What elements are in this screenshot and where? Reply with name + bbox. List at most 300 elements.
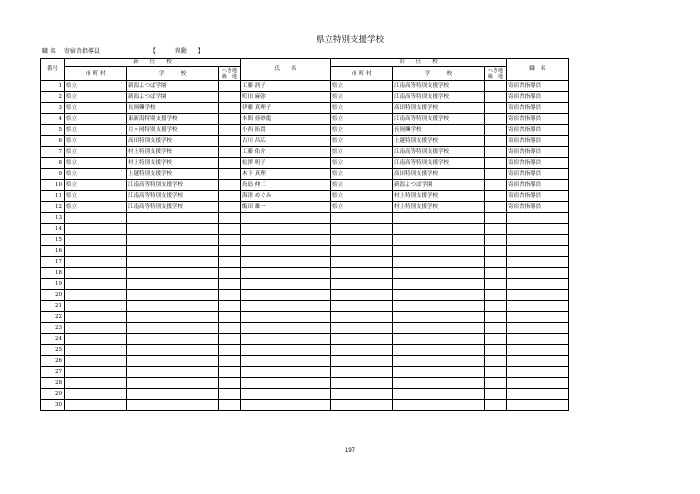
old-school-cell: 上越特別支援学校 xyxy=(393,136,485,147)
old-school-cell: 村上特別支援学校 xyxy=(393,191,485,202)
header-new-remote: へき地 級 地 xyxy=(219,67,241,81)
new-city-cell xyxy=(65,301,127,312)
new-city-cell xyxy=(65,367,127,378)
row-number: 18 xyxy=(41,268,65,279)
old-city-cell xyxy=(331,224,393,235)
new-school-cell: 上越特別支援学校 xyxy=(127,169,219,180)
old-city-cell xyxy=(331,334,393,345)
old-city-cell xyxy=(331,279,393,290)
new-school-cell: 新潟よつば学園 xyxy=(127,81,219,92)
old-city-cell xyxy=(331,235,393,246)
old-school-cell xyxy=(393,235,485,246)
row-number: 15 xyxy=(41,235,65,246)
position-cell xyxy=(507,312,569,323)
new-city-cell xyxy=(65,400,127,411)
position-cell: 寄宿舎指導員 xyxy=(507,92,569,103)
new-school-cell xyxy=(127,301,219,312)
new-remote-cell xyxy=(219,125,241,136)
table-row xyxy=(41,345,569,356)
page-number: 197 xyxy=(344,448,355,454)
new-remote-cell xyxy=(219,224,241,235)
row-number: 19 xyxy=(41,279,65,290)
new-remote-cell xyxy=(219,334,241,345)
job-value: 寄宿舎指導員 xyxy=(63,48,100,55)
old-city-cell xyxy=(331,378,393,389)
old-remote-cell xyxy=(485,312,507,323)
table-row xyxy=(41,290,569,301)
new-school-cell xyxy=(127,290,219,301)
new-school-cell: 新潟よつば学園 xyxy=(127,92,219,103)
row-number: 16 xyxy=(41,246,65,257)
new-remote-cell xyxy=(219,191,241,202)
name-cell xyxy=(241,378,331,389)
new-school-cell: 村上特別支援学校 xyxy=(127,147,219,158)
position-cell: 寄宿舎指導員 xyxy=(507,114,569,125)
table-row xyxy=(41,158,569,169)
new-city-cell xyxy=(65,334,127,345)
old-city-cell xyxy=(331,257,393,268)
table-row xyxy=(41,389,569,400)
name-cell xyxy=(241,279,331,290)
old-school-cell xyxy=(393,400,485,411)
old-city-cell: 県立 xyxy=(331,81,393,92)
table-row xyxy=(41,356,569,367)
old-school-cell: 新潟よつば学園 xyxy=(393,180,485,191)
new-school-cell xyxy=(127,235,219,246)
new-school-cell xyxy=(127,356,219,367)
new-school-cell: 長岡聾学校 xyxy=(127,103,219,114)
job-status: 異動 xyxy=(174,48,187,55)
new-school-cell xyxy=(127,312,219,323)
table-row xyxy=(41,202,569,213)
old-school-cell xyxy=(393,323,485,334)
new-remote-cell xyxy=(219,378,241,389)
old-remote-cell xyxy=(485,367,507,378)
old-remote-cell xyxy=(485,301,507,312)
name-cell: 鳥島 伸二 xyxy=(241,180,331,191)
new-remote-cell xyxy=(219,345,241,356)
table-row xyxy=(41,312,569,323)
new-city-cell: 県立 xyxy=(65,81,127,92)
position-cell: 寄宿舎指導員 xyxy=(507,169,569,180)
new-city-cell xyxy=(65,378,127,389)
header-old-school: 旧 任 校 xyxy=(331,59,507,67)
new-school-cell xyxy=(127,345,219,356)
old-school-cell: 高田特別支援学校 xyxy=(393,103,485,114)
row-number: 25 xyxy=(41,345,65,356)
new-school-cell xyxy=(127,224,219,235)
new-remote-cell xyxy=(219,246,241,257)
new-remote-cell xyxy=(219,81,241,92)
new-school-cell: 江南高等特別支援学校 xyxy=(127,180,219,191)
position-cell xyxy=(507,378,569,389)
position-cell xyxy=(507,345,569,356)
new-remote-cell xyxy=(219,323,241,334)
old-school-cell xyxy=(393,356,485,367)
position-cell xyxy=(507,213,569,224)
position-cell xyxy=(507,334,569,345)
name-cell xyxy=(241,389,331,400)
new-remote-cell xyxy=(219,158,241,169)
position-cell: 寄宿舎指導員 xyxy=(507,202,569,213)
old-remote-cell xyxy=(485,334,507,345)
table-row xyxy=(41,180,569,191)
old-remote-cell xyxy=(485,400,507,411)
row-number: 11 xyxy=(41,191,65,202)
name-cell: 小西 拓貴 xyxy=(241,125,331,136)
old-remote-cell xyxy=(485,81,507,92)
table-row xyxy=(41,125,569,136)
name-cell: 古川 昌広 xyxy=(241,136,331,147)
new-city-cell: 県立 xyxy=(65,158,127,169)
table-row xyxy=(41,246,569,257)
old-school-cell xyxy=(393,257,485,268)
new-school-cell xyxy=(127,334,219,345)
new-school-cell xyxy=(127,367,219,378)
name-cell xyxy=(241,367,331,378)
name-cell xyxy=(241,312,331,323)
old-city-cell: 県立 xyxy=(331,92,393,103)
position-cell: 寄宿舎指導員 xyxy=(507,180,569,191)
new-city-cell: 県立 xyxy=(65,125,127,136)
position-cell xyxy=(507,301,569,312)
table-row xyxy=(41,301,569,312)
row-number: 9 xyxy=(41,169,65,180)
new-city-cell xyxy=(65,290,127,301)
old-school-cell: 村上特別支援学校 xyxy=(393,202,485,213)
new-city-cell xyxy=(65,235,127,246)
old-city-cell xyxy=(331,268,393,279)
row-number: 26 xyxy=(41,356,65,367)
old-school-cell xyxy=(393,389,485,400)
new-school-cell xyxy=(127,323,219,334)
name-cell: 海津 めぐみ xyxy=(241,191,331,202)
old-school-cell: 江南高等特別支援学校 xyxy=(393,81,485,92)
new-remote-cell xyxy=(219,367,241,378)
position-cell: 寄宿舎指導員 xyxy=(507,158,569,169)
name-cell xyxy=(241,356,331,367)
table-row xyxy=(41,400,569,411)
old-remote-cell xyxy=(485,345,507,356)
old-city-cell: 県立 xyxy=(331,169,393,180)
new-remote-cell xyxy=(219,279,241,290)
row-number: 14 xyxy=(41,224,65,235)
old-city-cell xyxy=(331,213,393,224)
header-position: 職 名 xyxy=(507,59,569,81)
header-old-remote: へき地 級 地 xyxy=(485,67,507,81)
table-row xyxy=(41,367,569,378)
new-school-cell xyxy=(127,257,219,268)
name-cell: 工藤 佑介 xyxy=(241,147,331,158)
new-remote-cell xyxy=(219,312,241,323)
old-city-cell xyxy=(331,367,393,378)
table-row xyxy=(41,136,569,147)
old-city-cell: 県立 xyxy=(331,191,393,202)
table-row xyxy=(41,378,569,389)
old-remote-cell xyxy=(485,356,507,367)
position-cell xyxy=(507,279,569,290)
old-city-cell: 県立 xyxy=(331,158,393,169)
new-city-cell xyxy=(65,279,127,290)
position-cell xyxy=(507,235,569,246)
old-remote-cell xyxy=(485,224,507,235)
old-school-cell xyxy=(393,279,485,290)
old-remote-cell xyxy=(485,136,507,147)
old-remote-cell xyxy=(485,279,507,290)
row-number: 30 xyxy=(41,400,65,411)
new-city-cell xyxy=(65,323,127,334)
table-row xyxy=(41,147,569,158)
new-city-cell xyxy=(65,312,127,323)
new-city-cell xyxy=(65,224,127,235)
table-row xyxy=(41,191,569,202)
name-cell: 工藤 润子 xyxy=(241,81,331,92)
name-cell xyxy=(241,235,331,246)
position-cell: 寄宿舎指導員 xyxy=(507,136,569,147)
page-title: 県立特別支援学校 xyxy=(315,35,384,45)
header-new-school: 新 任 校 xyxy=(65,59,241,67)
new-city-cell: 県立 xyxy=(65,180,127,191)
position-cell xyxy=(507,224,569,235)
old-city-cell xyxy=(331,246,393,257)
job-bracket-right: 】 xyxy=(197,48,204,55)
new-school-cell: 江南高等特別支援学校 xyxy=(127,202,219,213)
old-city-cell xyxy=(331,290,393,301)
row-number: 13 xyxy=(41,213,65,224)
job-line xyxy=(42,46,208,55)
header-new-city: 市 町 村 xyxy=(65,67,127,81)
new-remote-cell xyxy=(219,202,241,213)
old-city-cell xyxy=(331,400,393,411)
new-city-cell xyxy=(65,345,127,356)
row-number: 3 xyxy=(41,103,65,114)
old-remote-cell xyxy=(485,213,507,224)
row-number: 21 xyxy=(41,301,65,312)
table-row xyxy=(41,279,569,290)
new-school-cell xyxy=(127,279,219,290)
new-remote-cell xyxy=(219,169,241,180)
old-remote-cell xyxy=(485,103,507,114)
job-bracket-left: 【 xyxy=(149,48,156,55)
new-school-cell: 高田特別支援学校 xyxy=(127,136,219,147)
row-number: 5 xyxy=(41,125,65,136)
new-school-cell xyxy=(127,213,219,224)
new-remote-cell xyxy=(219,235,241,246)
name-cell: 飯田 雄一 xyxy=(241,202,331,213)
old-school-cell: 高田特別支援学校 xyxy=(393,169,485,180)
old-school-cell xyxy=(393,213,485,224)
new-remote-cell xyxy=(219,136,241,147)
name-cell xyxy=(241,224,331,235)
new-city-cell: 県立 xyxy=(65,147,127,158)
old-remote-cell xyxy=(485,92,507,103)
table-row xyxy=(41,224,569,235)
table-row xyxy=(41,235,569,246)
table-row xyxy=(41,169,569,180)
old-city-cell: 県立 xyxy=(331,103,393,114)
row-number: 1 xyxy=(41,81,65,92)
row-number: 10 xyxy=(41,180,65,191)
old-remote-cell xyxy=(485,202,507,213)
row-number: 2 xyxy=(41,92,65,103)
new-remote-cell xyxy=(219,356,241,367)
new-remote-cell xyxy=(219,213,241,224)
new-school-cell: 月ヶ岡特別支援学校 xyxy=(127,125,219,136)
new-remote-cell xyxy=(219,268,241,279)
new-city-cell xyxy=(65,389,127,400)
name-cell xyxy=(241,334,331,345)
name-cell xyxy=(241,301,331,312)
row-number: 22 xyxy=(41,312,65,323)
old-school-cell xyxy=(393,367,485,378)
old-school-cell: 江南高等特別支援学校 xyxy=(393,92,485,103)
position-cell: 寄宿舎指導員 xyxy=(507,103,569,114)
old-remote-cell xyxy=(485,389,507,400)
old-remote-cell xyxy=(485,268,507,279)
row-number: 20 xyxy=(41,290,65,301)
row-number: 29 xyxy=(41,389,65,400)
new-school-cell: 東新潟特別支援学校 xyxy=(127,114,219,125)
old-school-cell: 江南高等特別支援学校 xyxy=(393,147,485,158)
new-remote-cell xyxy=(219,103,241,114)
table-row xyxy=(41,114,569,125)
old-school-cell xyxy=(393,246,485,257)
old-remote-cell xyxy=(485,246,507,257)
row-number: 23 xyxy=(41,323,65,334)
position-cell xyxy=(507,356,569,367)
name-cell xyxy=(241,257,331,268)
position-cell xyxy=(507,290,569,301)
old-remote-cell xyxy=(485,257,507,268)
new-city-cell xyxy=(65,356,127,367)
new-city-cell: 県立 xyxy=(65,114,127,125)
table-row xyxy=(41,81,569,92)
name-cell xyxy=(241,268,331,279)
position-cell xyxy=(507,323,569,334)
old-school-cell xyxy=(393,378,485,389)
position-cell xyxy=(507,400,569,411)
row-number: 4 xyxy=(41,114,65,125)
header-number: 番号 xyxy=(41,59,65,81)
row-number: 7 xyxy=(41,147,65,158)
row-number: 27 xyxy=(41,367,65,378)
name-cell: 松澤 明子 xyxy=(241,158,331,169)
position-cell xyxy=(507,367,569,378)
old-school-cell xyxy=(393,345,485,356)
position-cell: 寄宿舎指導員 xyxy=(507,191,569,202)
header-new-school-name: 学 校 xyxy=(127,67,219,81)
new-remote-cell xyxy=(219,301,241,312)
transfer-table xyxy=(40,58,569,411)
old-remote-cell xyxy=(485,147,507,158)
table-row xyxy=(41,323,569,334)
old-remote-cell xyxy=(485,323,507,334)
job-label: 職 名 xyxy=(42,48,56,55)
old-remote-cell xyxy=(485,191,507,202)
old-school-cell: 長岡聾学校 xyxy=(393,125,485,136)
new-school-cell xyxy=(127,246,219,257)
new-city-cell: 県立 xyxy=(65,169,127,180)
table-row xyxy=(41,213,569,224)
name-cell xyxy=(241,246,331,257)
new-city-cell xyxy=(65,246,127,257)
name-cell xyxy=(241,345,331,356)
header-old-city: 市 町 村 xyxy=(331,67,393,81)
name-cell: 町田 麻弥 xyxy=(241,92,331,103)
name-cell xyxy=(241,400,331,411)
old-school-cell: 江南高等特別支援学校 xyxy=(393,114,485,125)
new-remote-cell xyxy=(219,180,241,191)
old-city-cell: 県立 xyxy=(331,125,393,136)
old-school-cell xyxy=(393,290,485,301)
old-remote-cell xyxy=(485,158,507,169)
old-remote-cell xyxy=(485,114,507,125)
old-remote-cell xyxy=(485,235,507,246)
row-number: 12 xyxy=(41,202,65,213)
row-number: 28 xyxy=(41,378,65,389)
table-row xyxy=(41,92,569,103)
new-city-cell xyxy=(65,268,127,279)
new-remote-cell xyxy=(219,92,241,103)
name-cell: 伊藤 真理子 xyxy=(241,103,331,114)
old-city-cell: 県立 xyxy=(331,114,393,125)
position-cell: 寄宿舎指導員 xyxy=(507,147,569,158)
old-city-cell xyxy=(331,356,393,367)
position-cell: 寄宿舎指導員 xyxy=(507,81,569,92)
table-row xyxy=(41,257,569,268)
name-cell xyxy=(241,323,331,334)
table-row xyxy=(41,334,569,345)
old-remote-cell xyxy=(485,378,507,389)
table-row xyxy=(41,268,569,279)
old-city-cell xyxy=(331,312,393,323)
new-city-cell: 県立 xyxy=(65,202,127,213)
position-cell xyxy=(507,268,569,279)
new-city-cell: 県立 xyxy=(65,92,127,103)
old-city-cell: 県立 xyxy=(331,136,393,147)
old-remote-cell xyxy=(485,125,507,136)
name-cell: 本間 亜砂龍 xyxy=(241,114,331,125)
old-city-cell: 県立 xyxy=(331,202,393,213)
old-school-cell xyxy=(393,312,485,323)
old-city-cell: 県立 xyxy=(331,180,393,191)
position-cell xyxy=(507,389,569,400)
new-school-cell: 村上特別支援学校 xyxy=(127,158,219,169)
old-school-cell xyxy=(393,334,485,345)
row-number: 17 xyxy=(41,257,65,268)
new-city-cell: 県立 xyxy=(65,103,127,114)
new-city-cell: 県立 xyxy=(65,136,127,147)
new-school-cell xyxy=(127,400,219,411)
new-city-cell xyxy=(65,213,127,224)
new-city-cell: 県立 xyxy=(65,191,127,202)
row-number: 24 xyxy=(41,334,65,345)
old-remote-cell xyxy=(485,169,507,180)
name-cell xyxy=(241,213,331,224)
new-remote-cell xyxy=(219,290,241,301)
new-remote-cell xyxy=(219,147,241,158)
header-old-school-name: 学 校 xyxy=(393,67,485,81)
position-cell xyxy=(507,257,569,268)
old-city-cell xyxy=(331,345,393,356)
old-school-cell xyxy=(393,268,485,279)
old-city-cell xyxy=(331,323,393,334)
old-school-cell: 江南高等特別支援学校 xyxy=(393,158,485,169)
new-school-cell xyxy=(127,389,219,400)
position-cell: 寄宿舎指導員 xyxy=(507,125,569,136)
new-remote-cell xyxy=(219,389,241,400)
new-remote-cell xyxy=(219,400,241,411)
